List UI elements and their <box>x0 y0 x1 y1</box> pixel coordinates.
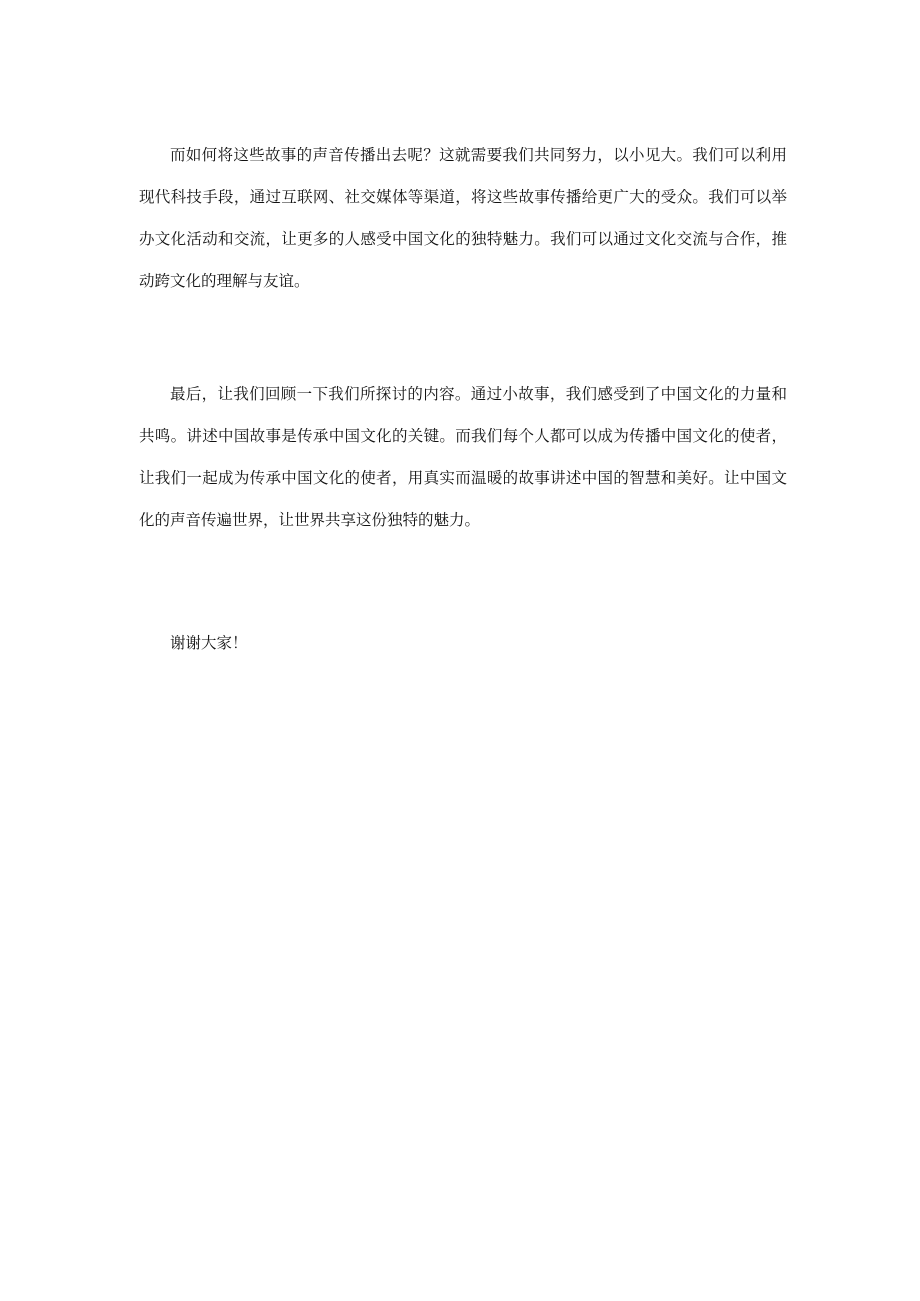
paragraph-thanks: 谢谢大家！ <box>170 634 248 652</box>
paragraph-spreading-stories: 而如何将这些故事的声音传播出去呢？这就需要我们共同努力，以小见大。我们可以利用现代科技手段，通过互联网、社交媒体等渠道，将这些故事传播给更广大的受众。我们可以举办文化活动和交流，让更多的人感受中国文化的独特魅力。我们可以通过文化交流与合作，推动跨文化的理解与友谊。 <box>139 146 787 290</box>
paragraph-conclusion: 最后，让我们回顾一下我们所探讨的内容。通过小故事，我们感受到了中国文化的力量和共鸣。讲述中国故事是传承中国文化的关键。而我们每个人都可以成为传播中国文化的使者，让我们一起成为传承中国文化的使者，用真实而温暖的故事讲述中国的智慧和美好。让中国文化的声音传遍世界，让世界共享这份独特的魅力。 <box>139 385 787 529</box>
